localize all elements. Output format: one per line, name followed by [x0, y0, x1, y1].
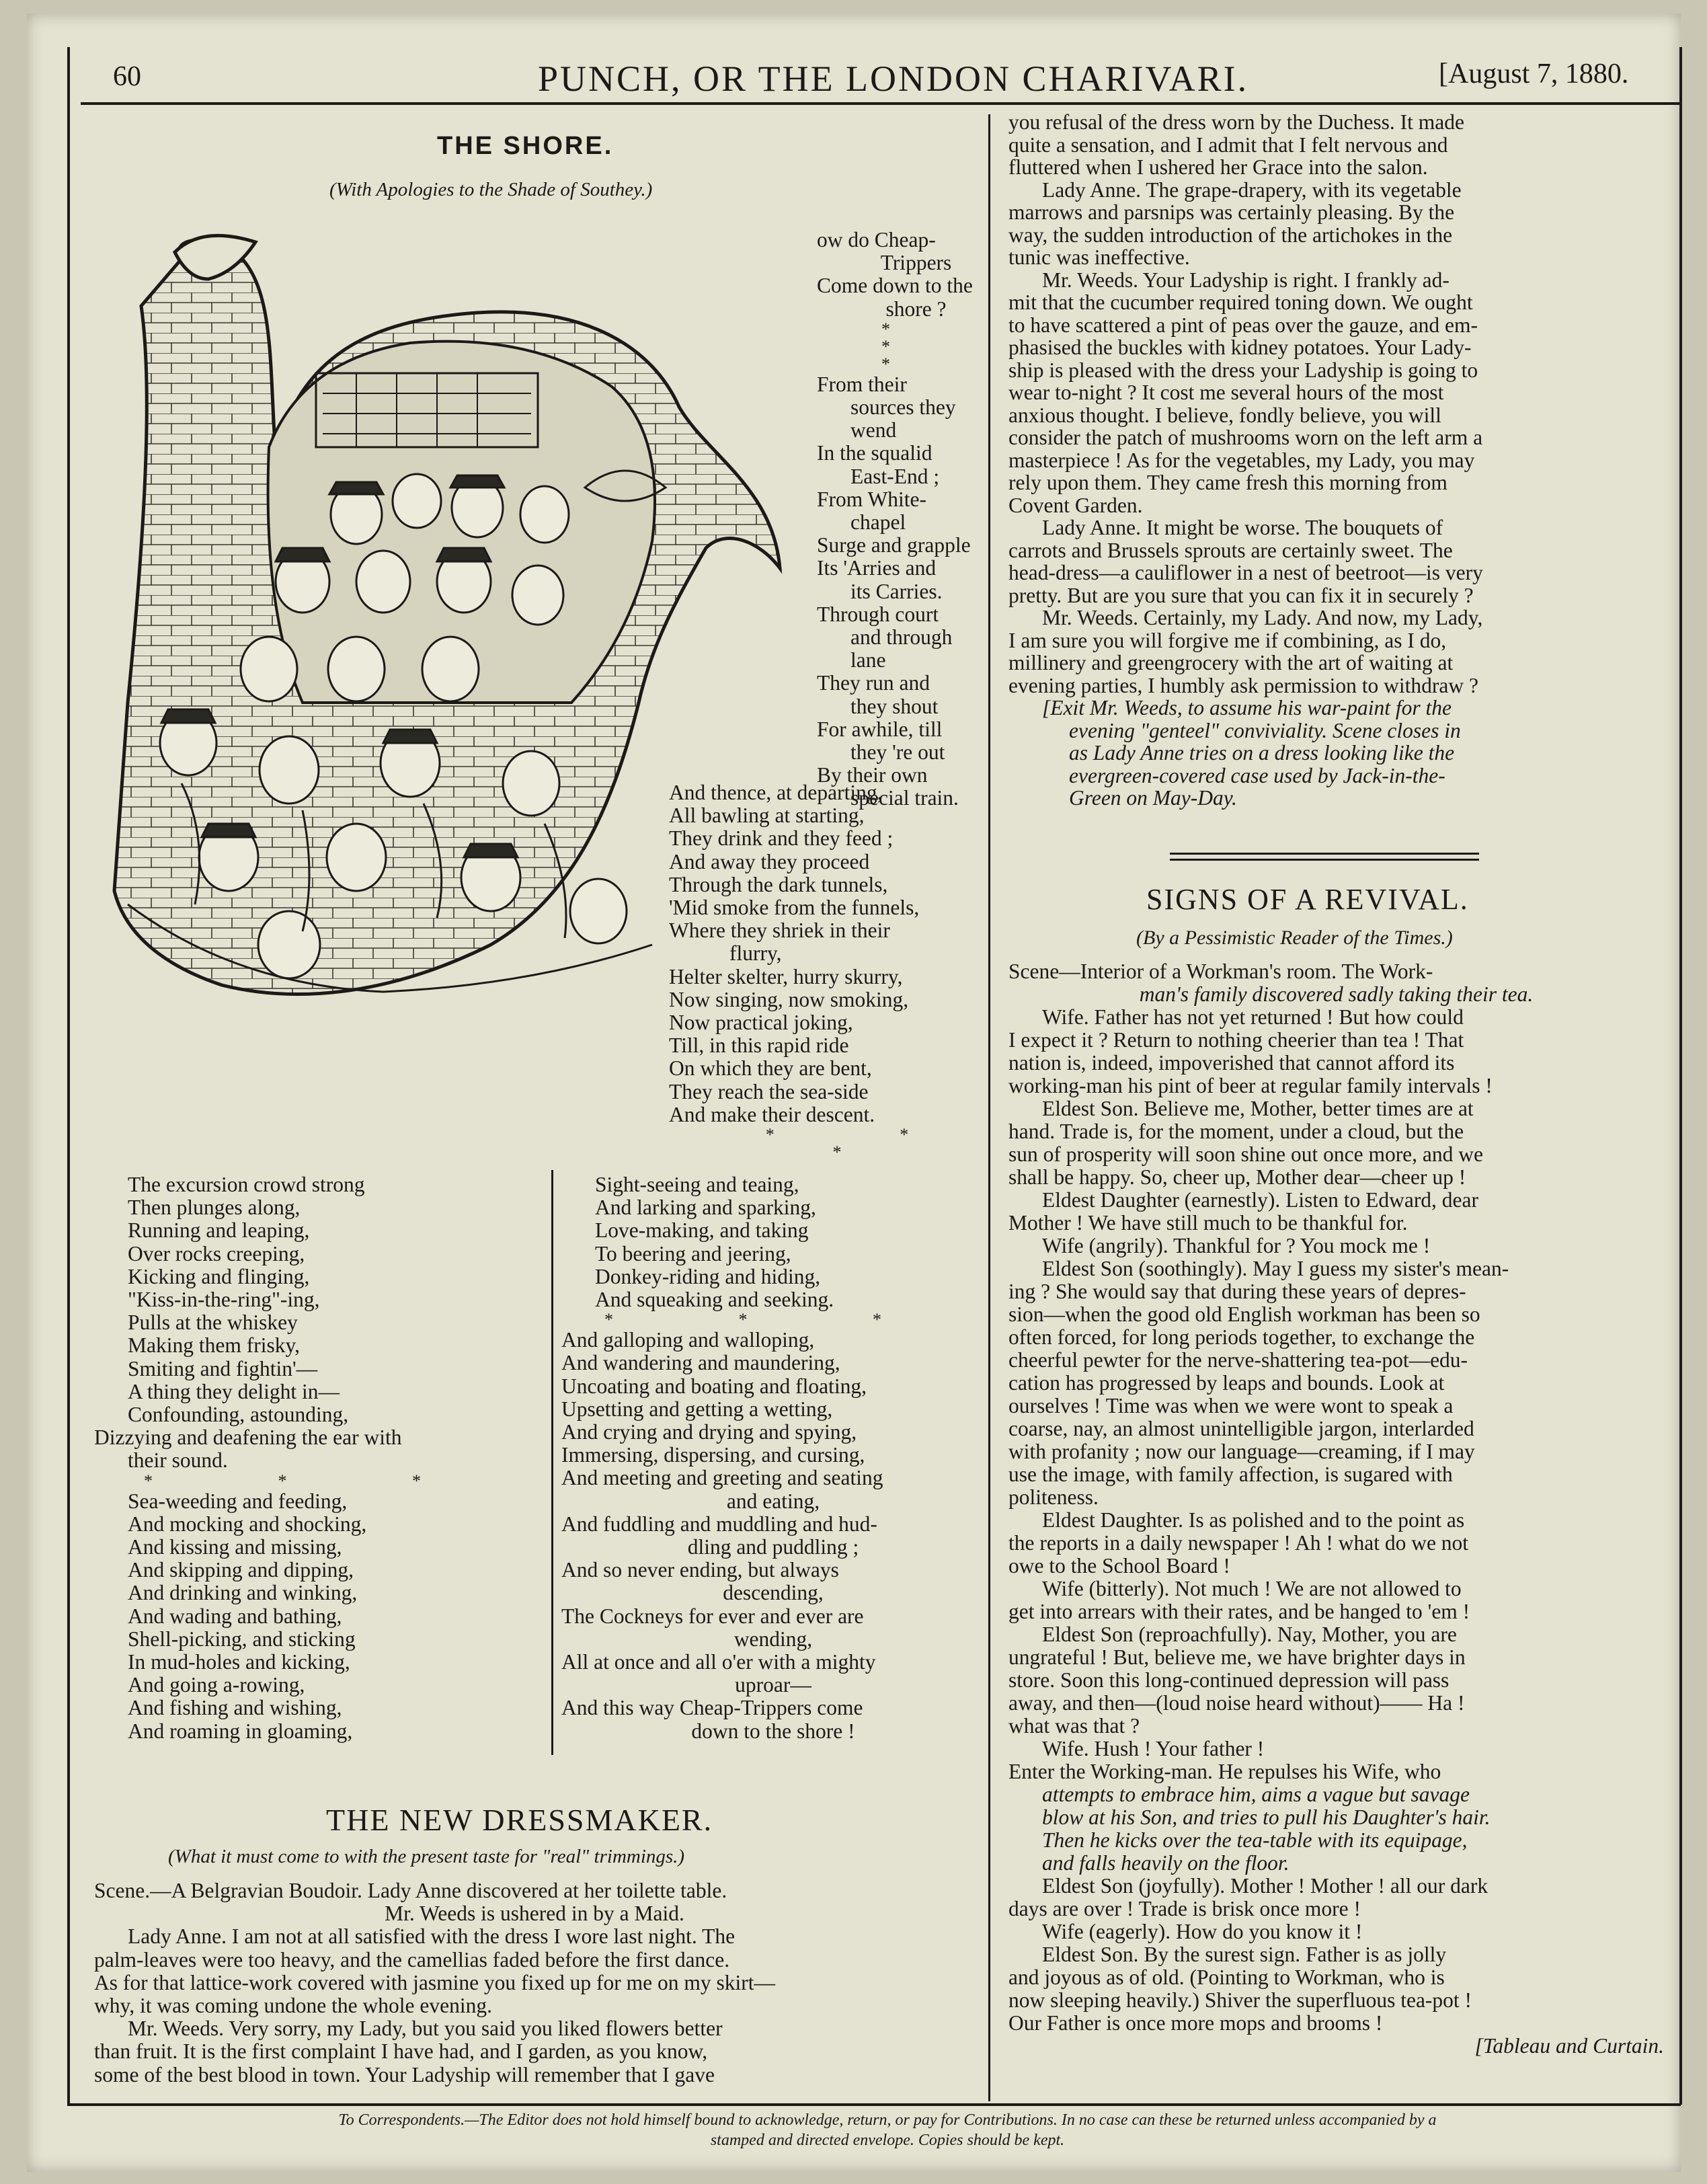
verse-line: And roaming in gloaming, — [128, 1719, 353, 1743]
text-line: with profanity ; now our language—creaming, if I may — [1008, 1440, 1475, 1463]
verse-line: From their — [817, 372, 907, 396]
text-line: get into arrears with their rates, and be hanged to 'em ! — [1008, 1600, 1470, 1623]
verse-line: Love-making, and taking — [595, 1218, 809, 1243]
verse-line: shore ? — [885, 297, 947, 321]
text-line: cheerful pewter for the nerve-shattering tea-pot—edu- — [1008, 1348, 1468, 1372]
verse-line: Uncoating and boating and floating, — [561, 1374, 867, 1398]
text-line: quite a sensation, and I admit that I felt nervous and — [1008, 132, 1448, 157]
stage-direction: evergreen-covered case used by Jack-in-the- — [1069, 763, 1445, 787]
text-line: phasised the buckles with kidney potatoes. Your Lady- — [1008, 336, 1472, 359]
masthead-title: PUNCH, OR THE LONDON CHARIVARI. — [538, 58, 1249, 99]
verse-line: And make their descent. — [669, 1102, 875, 1126]
verse-line: They run and — [817, 671, 930, 695]
verse-line: And wandering and maundering, — [561, 1351, 840, 1375]
text-line: cation has progressed by leaps and bounds. Look at — [1008, 1371, 1445, 1395]
shore-right-verse — [561, 1173, 985, 1743]
stage-direction: and falls heavily on the floor. — [1042, 1851, 1289, 1875]
text-line: you refusal of the dress worn by the Duchess. It made — [1008, 110, 1464, 134]
text-line: Eldest Son. By the surest sign. Father is as jolly — [1042, 1943, 1447, 1966]
verse-line: uproar— — [735, 1673, 811, 1697]
verse-line: And away they proceed — [669, 849, 870, 873]
text-line: some of the best blood in town. Your Ladyship will remember that I gave — [94, 2062, 715, 2086]
text-line: wear to-night ? It cost me several hours of the most — [1008, 381, 1444, 404]
text-line: Lady Anne. I am not at all satisfied with the dress I wore last night. The — [128, 1924, 736, 1949]
text-line: nation is, indeed, impoverished that cannot afford its — [1008, 1051, 1455, 1075]
verse-line: For awhile, till — [817, 717, 943, 741]
text-line: Wife. Father has not yet returned ! But how could — [1042, 1005, 1464, 1029]
verse-line: Upsetting and getting a wetting, — [561, 1397, 833, 1421]
verse-divider — [551, 1170, 553, 1755]
verse-line: Then plunges along, — [128, 1196, 301, 1220]
verse-line: they shout — [850, 694, 939, 718]
verse-line: ow do Cheap- — [817, 228, 936, 251]
text-line: days are over ! Trade is brisk once more ! — [1008, 1897, 1361, 1920]
text-line: consider the patch of mushrooms worn on the left arm a — [1008, 426, 1483, 449]
text-line: than fruit. It is the first complaint I have had, and I garden, as you know, — [94, 2039, 708, 2064]
verse-line: Shell-picking, and sticking — [128, 1627, 356, 1651]
text-line: marrows and parsnips was certainly pleasing. By the — [1008, 200, 1455, 224]
text-line: Covent Garden. — [1008, 493, 1143, 517]
verse-line: Making them frisky, — [128, 1333, 301, 1358]
verse-line: And galloping and walloping, — [561, 1328, 815, 1352]
verse-line: And mocking and shocking, — [128, 1512, 367, 1536]
verse-line: And so never ending, but always — [561, 1558, 839, 1582]
text-line: ing ? She would say that during these years of depres- — [1008, 1280, 1466, 1303]
page-number: 60 — [113, 61, 141, 92]
verse-line: chapel — [850, 510, 906, 535]
verse-line: and through — [850, 625, 953, 650]
verse-line: And going a-rowing, — [128, 1673, 305, 1697]
verse-line: Till, in this rapid ride — [669, 1034, 849, 1058]
text-line: tunic was ineffective. — [1008, 245, 1190, 269]
verse-line: descending, — [723, 1581, 824, 1605]
text-line: man's family discovered sadly taking their tea. — [1139, 982, 1534, 1006]
verse-line: down to the shore ! — [691, 1719, 855, 1743]
text-line: Mr. Weeds. Very sorry, my Lady, but you said you liked flowers better — [128, 2017, 723, 2041]
text-line: Eldest Son (joyfully). Mother ! Mother ! all our dark — [1042, 1874, 1488, 1898]
verse-line: East-End ; — [850, 464, 940, 488]
verse-line: Pulls at the whiskey — [128, 1311, 298, 1335]
text-line: carrots and Brussels sprouts are certainly sweet. The — [1008, 538, 1453, 562]
verse-separator: * * * — [144, 1471, 481, 1491]
verse-line: And larking and sparking, — [595, 1196, 816, 1220]
verse-separator: * * * — [765, 1125, 969, 1163]
verse-line: Through court — [817, 602, 939, 626]
verse-line: Surge and grapple — [817, 533, 971, 557]
dressmaker-title: THE NEW DRESSMAKER. — [326, 1803, 713, 1837]
verse-line: And skipping and dipping, — [128, 1558, 354, 1582]
verse-line: And fishing and wishing, — [128, 1696, 342, 1720]
text-line: sion—when the good old English workman has been so — [1008, 1302, 1480, 1326]
text-line: owe to the School Board ! — [1008, 1554, 1230, 1577]
text-line: ungrateful ! But, believe me, we have brighter days in — [1008, 1645, 1466, 1669]
text-line: and joyous as of old. (Pointing to Workman, who is — [1008, 1965, 1445, 1989]
verse-line: Donkey-riding and hiding, — [595, 1264, 821, 1288]
verse-line: wend — [850, 418, 897, 442]
shore-wide-column — [669, 781, 985, 1161]
verse-line: dling and puddling ; — [687, 1535, 859, 1559]
text-line: working-man his pint of beer at regular family intervals ! — [1008, 1074, 1493, 1097]
text-line: Mr. Weeds. Your Ladyship is right. I frankly ad- — [1042, 268, 1450, 292]
verse-line: To beering and jeering, — [595, 1241, 791, 1265]
shore-left-verse — [94, 1173, 531, 1743]
text-line: pretty. But are you sure that you can fix it in securely ? — [1008, 583, 1474, 607]
text-line: Eldest Daughter (earnestly). Listen to Edward, dear — [1042, 1188, 1479, 1212]
verse-line: And fuddling and muddling and hud- — [561, 1512, 877, 1536]
text-line: shall be happy. So, cheer up, Mother dear—cheer up ! — [1008, 1165, 1466, 1189]
verse-line: The Cockneys for ever and ever are — [561, 1604, 864, 1628]
text-line: Eldest Daughter. Is as polished and to the point as — [1042, 1508, 1465, 1532]
frame-left — [67, 47, 70, 2105]
footer-line: stamped and directed envelope. Copies should be kept. — [710, 2132, 1065, 2149]
text-line: Eldest Son (soothingly). May I guess my sister's mean- — [1042, 1257, 1509, 1280]
revival-subtitle: (By a Pessimistic Reader of the Times.) — [1136, 927, 1453, 949]
stage-direction: [Exit Mr. Weeds, to assume his war-paint for the — [1042, 696, 1452, 719]
frame-bottom — [67, 2103, 1681, 2106]
shore-title: THE SHORE. — [437, 132, 614, 160]
text-line: I am sure you will forgive me if combining, as I do, — [1008, 628, 1447, 652]
text-line: Scene—Interior of a Workman's room. The Work- — [1008, 960, 1433, 983]
text-line: As for that lattice-work covered with jasmine you fixed up for me on my skirt— — [94, 1970, 775, 1994]
section-divider — [1170, 853, 1479, 861]
verse-separator: * * * — [604, 1310, 942, 1330]
text-line: the reports in a daily newspaper ! Ah ! what do we not — [1008, 1531, 1469, 1555]
text-line: palm-leaves were too heavy, and the camellias faded before the first dance. — [94, 1947, 730, 1972]
text-line: often forced, for long periods together, to exchange the — [1008, 1325, 1475, 1349]
text-line: store. Soon this long-continued depression will pass — [1008, 1668, 1450, 1692]
stage-direction: blow at his Son, and tries to pull his Daughter's hair. — [1042, 1805, 1491, 1829]
verse-line: Now practical joking, — [669, 1011, 853, 1035]
header-rule — [81, 102, 1681, 105]
verse-line: "Kiss-in-the-ring"-ing, — [128, 1288, 320, 1312]
text-line: Scene.—A Belgravian Boudoir. Lady Anne discovered at her toilette table. — [94, 1879, 727, 1902]
text-line: Mr. Weeds. Certainly, my Lady. And now, my Lady, — [1042, 606, 1483, 629]
verse-line: Where they shriek in their — [669, 919, 890, 943]
stage-direction: Then he kicks over the tea-table with its equipage, — [1042, 1828, 1468, 1852]
verse-line: Trippers — [880, 251, 952, 275]
text-line: Mr. Weeds is ushered in by a Maid. — [385, 1902, 684, 1926]
revival-title: SIGNS OF A REVIVAL. — [1146, 883, 1469, 916]
verse-line: Dizzying and deafening the ear with — [94, 1426, 402, 1450]
text-line: mit that the cucumber required toning down. We ought — [1008, 290, 1473, 314]
text-line: to have scattered a pint of peas over the gauze, and em- — [1008, 313, 1478, 337]
verse-line: Through the dark tunnels, — [669, 872, 888, 896]
verse-line: their sound. — [128, 1448, 228, 1473]
dressmaker-subtitle: (What it must come to with the present taste for "real" trimmings.) — [168, 1846, 685, 1867]
verse-line: Kicking and flinging, — [128, 1264, 310, 1288]
verse-line: And thence, at departing, — [669, 781, 883, 804]
text-line: what was that ? — [1008, 1714, 1140, 1738]
verse-line: Immersing, dispersing, and cursing, — [561, 1443, 865, 1467]
verse-line: The excursion crowd strong — [128, 1173, 365, 1196]
stage-direction: as Lady Anne tries on a dress looking like the — [1069, 741, 1455, 765]
verse-line: All at once and all o'er with a mighty — [561, 1650, 876, 1674]
verse-line: Now singing, now smoking, — [669, 987, 909, 1011]
verse-line: and eating, — [726, 1489, 820, 1513]
verse-line: wending, — [733, 1627, 813, 1651]
issue-date: [August 7, 1880. — [1439, 58, 1629, 89]
verse-line: 'Mid smoke from the funnels, — [669, 896, 920, 920]
shore-subtitle: (With Apologies to the Shade of Southey.) — [329, 179, 653, 200]
correspondents-note — [114, 2110, 1661, 2150]
text-line: masterpiece ! As for the vegetables, my Lady, you may — [1008, 448, 1475, 472]
text-line: hand. Trade is, for the moment, under a cloud, but the — [1008, 1120, 1464, 1143]
footer-line: To Correspondents.—The Editor does not hold himself bound to acknowledge, return, or pay for Contributions. In no case can these be returned unless accompanied by a — [338, 2111, 1437, 2129]
shore-narrow-column — [817, 229, 1015, 810]
stage-direction: evening "genteel" conviviality. Scene closes in — [1069, 718, 1461, 742]
verse-line: Smiting and fightin'— — [128, 1356, 318, 1380]
text-line: politeness. — [1008, 1485, 1099, 1509]
verse-line: By their own — [817, 763, 928, 787]
verse-line: And squeaking and seeking. — [595, 1288, 834, 1312]
text-line: ourselves ! Time was when we were wont to speak a — [1008, 1394, 1454, 1417]
dressmaker-body — [94, 1879, 975, 2086]
text-line: Eldest Son (reproachfully). Nay, Mother, you are — [1042, 1623, 1457, 1646]
text-line: Lady Anne. The grape-drapery, with its vegetable — [1042, 178, 1462, 202]
text-line: why, it was coming undone the whole evening. — [94, 1994, 492, 2018]
dressmaker-continued — [1008, 111, 1664, 810]
verse-line: sources they — [850, 395, 956, 420]
verse-line: lane — [850, 648, 886, 672]
verse-line: Come down to the — [817, 274, 973, 298]
text-line: Our Father is once more mops and brooms ! — [1008, 2011, 1383, 2035]
frame-right — [1679, 47, 1682, 2105]
verse-line: All bawling at starting, — [669, 804, 865, 828]
text-line: I expect it ? Return to nothing cheerier than tea ! That — [1008, 1028, 1464, 1052]
text-line: head-dress—a cauliflower in a nest of beetroot—is very — [1008, 561, 1483, 584]
verse-line: Over rocks creeping, — [128, 1241, 305, 1265]
text-line: Wife (bitterly). Not much ! We are not allowed to — [1042, 1577, 1462, 1600]
text-line: use the image, with family affection, is sugared with — [1008, 1462, 1453, 1486]
text-line: Eldest Son. Believe me, Mother, better times are at — [1042, 1097, 1474, 1120]
verse-line: Helter skelter, hurry skurry, — [669, 964, 903, 988]
text-line: Mother ! We have still much to be thankful for. — [1008, 1211, 1408, 1235]
text-line: now sleeping heavily.) Shiver the superfluous tea-pot ! — [1008, 1988, 1472, 2012]
text-line: Wife. Hush ! Your father ! — [1042, 1737, 1265, 1760]
verse-line: From White- — [817, 487, 927, 511]
text-line: coarse, nay, an almost unintelligible jargon, interlarded — [1008, 1417, 1474, 1440]
verse-line: Its 'Arries and — [817, 556, 937, 580]
text-line: Enter the Working-man. He repulses his Wife, who — [1008, 1760, 1441, 1783]
text-line: anxious thought. I believe, fondly believe, you will — [1008, 403, 1441, 427]
verse-line: Running and leaping, — [128, 1218, 310, 1243]
verse-line: they 're out — [850, 740, 945, 765]
verse-line: Sea-weeding and feeding, — [128, 1489, 348, 1513]
verse-line: And drinking and winking, — [128, 1581, 358, 1605]
verse-line: special train. — [850, 786, 959, 810]
text-line: fluttered when I ushered her Grace into the salon. — [1008, 155, 1428, 179]
text-line: Lady Anne. It might be worse. The bouquets of — [1042, 516, 1443, 539]
verse-line: And kissing and missing, — [128, 1535, 342, 1559]
verse-line: And crying and drying and spying, — [561, 1420, 857, 1444]
verse-line: In mud-holes and kicking, — [128, 1650, 350, 1674]
text-line: away, and then—(loud noise heard without)—— Ha ! — [1008, 1691, 1465, 1715]
verse-line: They drink and they feed ; — [669, 826, 894, 851]
verse-line: Sight-seeing and teaing, — [595, 1173, 799, 1196]
stage-direction: attempts to embrace him, aims a vague but savage — [1042, 1783, 1470, 1806]
text-line: Wife (angrily). Thankful for ? You mock me ! — [1042, 1234, 1431, 1257]
text-line: rely upon them. They came fresh this morning from — [1008, 471, 1447, 494]
verse-line: And meeting and greeting and seating — [561, 1466, 883, 1490]
verse-line: Confounding, astounding, — [128, 1403, 349, 1427]
stage-direction: [Tableau and Curtain. — [1474, 2034, 1664, 2058]
verse-line: flurry, — [729, 941, 782, 966]
text-line: ship is pleased with the dress your Ladyship is going to — [1008, 358, 1478, 382]
text-line: sun of prosperity will soon shine out once more, and we — [1008, 1142, 1483, 1166]
newspaper-page — [27, 13, 1681, 2172]
text-line: evening parties, I humbly ask permission to withdraw ? — [1008, 673, 1478, 697]
verse-line: And wading and bathing, — [128, 1604, 342, 1628]
text-line: Wife (eagerly). How do you know it ! — [1042, 1920, 1363, 1943]
verse-line: its Carries. — [850, 579, 943, 603]
text-line: way, the sudden introduction of the artichokes in the — [1008, 223, 1453, 247]
text-line: millinery and greengrocery with the art of waiting at — [1008, 651, 1454, 674]
verse-line: In the squalid — [817, 441, 932, 465]
stage-direction: Green on May-Day. — [1069, 786, 1237, 810]
verse-line: A thing they delight in— — [128, 1379, 340, 1403]
revival-body — [1008, 960, 1664, 2058]
verse-separator: * * * — [881, 319, 951, 374]
verse-line: And this way Cheap-Trippers come — [561, 1696, 863, 1720]
verse-line: They reach the sea-side — [669, 1079, 869, 1103]
verse-line: On which they are bent, — [669, 1056, 872, 1081]
